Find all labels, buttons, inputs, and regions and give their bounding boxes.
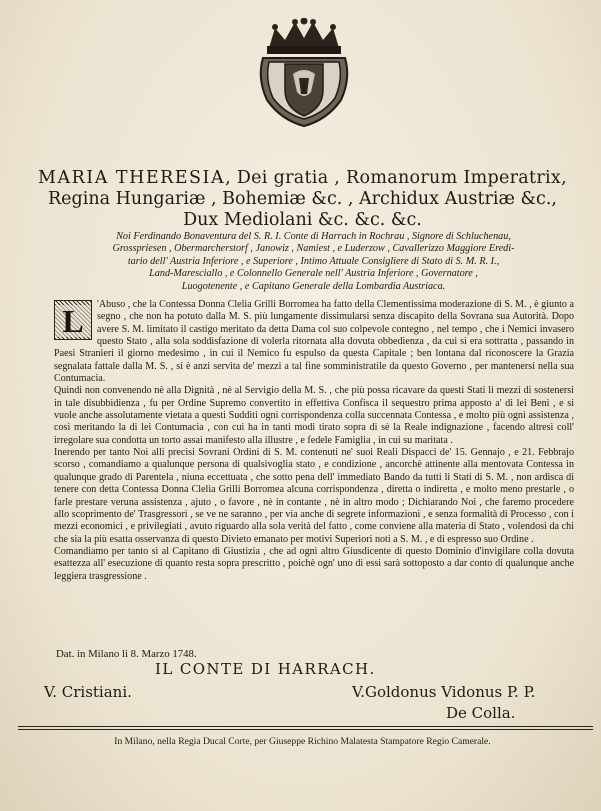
paragraph: 'Abuso , che la Contessa Donna Clelia Grilli Borromea ha fatto della Clementissima moderazione di S. M. , è giunto a segno , che non ha potuto dalla M. S. più lungamente dissimularsi senza discapito della Sovrana sua Autorità. Dopo avere S. M. limitato il castigo meritato da detta Dama col suo colpevole contegno , nel tempo , che i Nemici invasero questo Stato , alla sola soddisfazione di volerla ritornata alla dovuta obbedienza , da cui si era sottratta , passando in Paesi Stranieri il giorno medesimo , in cui il Nemico fu espulso da questa Capitale ; ben lontana dal riconoscere la Grazia segnalata fattale dalla M. S. , si è anzi servita de' mezzi a tal fine somministratile da questo Governo , per mantenersi nella sua Contumacia. [54,299,574,385]
title-line-3: Dux Mediolani &c. &c. &c. [183,210,422,230]
governor-titles [56,231,571,293]
governor-line: Land-Maresciallo , e Colonnello Generale nell' Austria Inferiore , Governatore , [149,268,478,280]
imperial-coat-of-arms-icon [255,18,353,128]
paragraph: Quindi non convenendo nè alla Dignità , nè al Servigio della M. S. , che più possa ricavare da questi Stati li mezzi di sostenersi in tale disubbidienza , fu per Ordine Supremo convertito in effettiva Confisca il sequestro prima apposto a' di lei Beni , e si vuole anche assolutamente vietata a questi Sudditi ogni corrispondenza colla succennata Contessa , e molto più ogni assistenza , così meritando la di lei Contumacia , con cui ha in tanti modi tirato sopra di sè la Reale indignazione , facendo altresì coll' irregolare sua condotta un torto assai manifesto alla illustre , e fedele Famiglia , in cui su maritata . [54,385,574,446]
sovereign-title [30,168,575,231]
governor-line: Luogotenente , e Capitano Generale della Lombardia Austriaca. [181,280,446,292]
governor-line: Grosspriesen , Obermarcherstorf , Janowiz , Namiest , e Luderzow , Cavallerizzo Maggiore Eredi- [112,243,515,255]
countersign-right: V.Goldonus Vidonus P. P. [352,683,536,701]
title-line-1: MARIA THERESIA, Dei gratia , Romanorum Imperatrix, [38,168,567,188]
decorated-initial: L [54,300,92,340]
paragraph: Inerendo per tanto Noi alli precisi Sovrani Ordini di S. M. contenuti ne' suoi Reali Dispacci de' 15. Gennajo , e 21. Febbrajo scorso , comandiamo a qualunque persona di qualsivoglia stato , e condizione , ancorchè attinente alla mentovata Contessa in qualunque grado di Parentela , niuna eccettuata , che sotto pena dell' immediato Bando da tutti li Stati di S. M. , non ardisca di tenere con detta Contessa Donna Clelia Grilli Borromea alcuna corrispondenza , diretta o indiretta , e molto meno prestarle , o farle prestare veruna assistenza , ajuto , o favore , nè in contante , nè in altro modo ; Dichiarando Noi , che faremo procedere allo scoprimento de' Trasgressori , se ve ne saranno , per via anche di segrete informazioni , e senza formalità di Processo , con i mezzi economici , e privilegiati , avuto riguardo alla sola verità del fatto , come conviene alla materia di Stato , volendosi da chi che sia la più esatta osservanza di questo Divieto emanato per motivi Superiori noti a S. M. , e di espresso suo Ordine . [54,447,574,545]
signatory-title: IL CONTE DI HARRACH. [155,660,376,678]
countersign-left: V. Cristiani. [44,683,132,701]
paragraph: Comandiamo per tanto sì al Capitano di Giustizia , che ad ogni altro Giusdicente di questo Dominio d'invigilare colla dovuta esattezza all' esecuzione di quanto resta sopra prescritto , poichè ogn' uno di essi sarà sottoposto a dar conto di qualunque anche leggiera trasgressione . [54,545,574,582]
governor-line: tario dell' Austria Inferiore , e Superiore , Intimo Attuale Consigliere di Stato di S. M. R. I., [127,255,500,267]
governor-line: Noi Ferdinando Bonaventura del S. R. I. Conte di Harrach in Rochrau , Signore di Schluchenau, [116,231,511,242]
divider [18,729,593,730]
printer-imprint: In Milano, nella Regia Ducal Corte, per Giuseppe Richino Malatesta Stampatore Regio Camerale. [114,736,491,747]
countersign-right-second: De Colla. [446,704,516,722]
date-line: Dat. in Milano li 8. Marzo 1748. [56,648,197,660]
divider [18,726,593,727]
edict-body [54,299,574,583]
title-line-2: Regina Hungariæ , Bohemiæ &c. , Archidux Austriæ &c., [48,189,557,209]
